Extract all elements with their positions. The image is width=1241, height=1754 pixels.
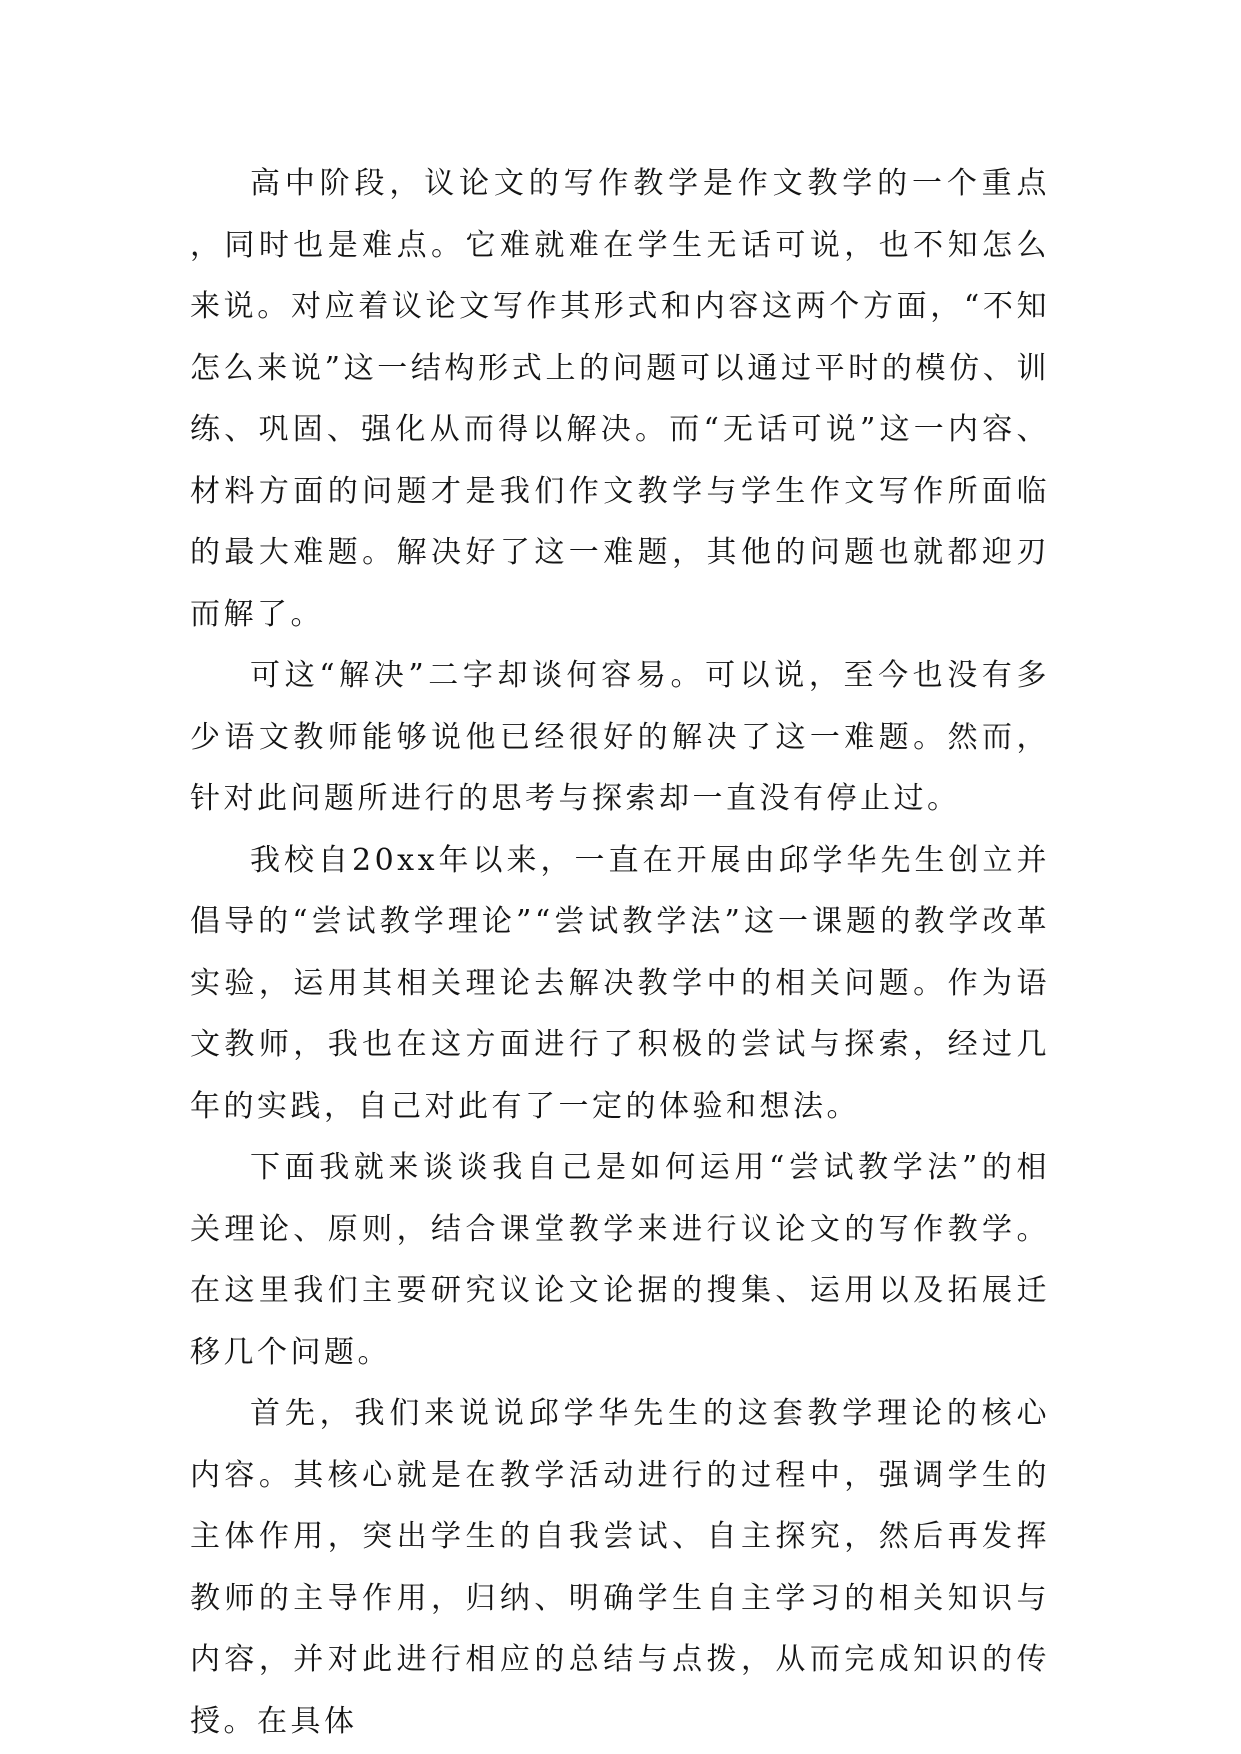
paragraph-2: 可这“解决”二字却谈何容易。可以说，至今也没有多少语文教师能够说他已经很好的解决了这一难题。然而，针对此问题所进行的思考与探索却一直没有停止过。 bbox=[190, 658, 1050, 816]
paragraph-3: 我校自20xx年以来，一直在开展由邱学华先生创立并倡导的“尝试教学理论”“尝试教学法”这一课题的教学改革实验，运用其相关理论去解决教学中的相关问题。作为语文教师，我也在这方面进行了积极的尝试与探索，经过几年的实践，自己对此有了一定的体验和想法。 bbox=[190, 842, 1050, 1124]
paragraph-1: 高中阶段，议论文的写作教学是作文教学的一个重点，同时也是难点。它难就难在学生无话可说，也不知怎么来说。对应着议论文写作其形式和内容这两个方面，“不知怎么来说”这一结构形式上的问题可以通过平时的模仿、训练、巩固、强化从而得以解决。而“无话可说”这一内容、材料方面的问题才是我们作文教学与学生作文写作所面临的最大难题。解决好了这一难题，其他的问题也就都迎刃而解了。 bbox=[190, 166, 1050, 632]
paragraph-5: 首先，我们来说说邱学华先生的这套教学理论的核心内容。其核心就是在教学活动进行的过程中，强调学生的主体作用，突出学生的自我尝试、自主探究，然后再发挥教师的主导作用，归纳、明确学生自主学习的相关知识与内容，并对此进行相应的总结与点拨，从而完成知识的传授。在具体 bbox=[190, 1396, 1050, 1739]
document-body bbox=[190, 153, 1050, 1752]
paragraph-4: 下面我就来谈谈我自己是如何运用“尝试教学法”的相关理论、原则，结合课堂教学来进行议论文的写作教学。在这里我们主要研究议论文论据的搜集、运用以及拓展迁移几个问题。 bbox=[190, 1150, 1050, 1370]
